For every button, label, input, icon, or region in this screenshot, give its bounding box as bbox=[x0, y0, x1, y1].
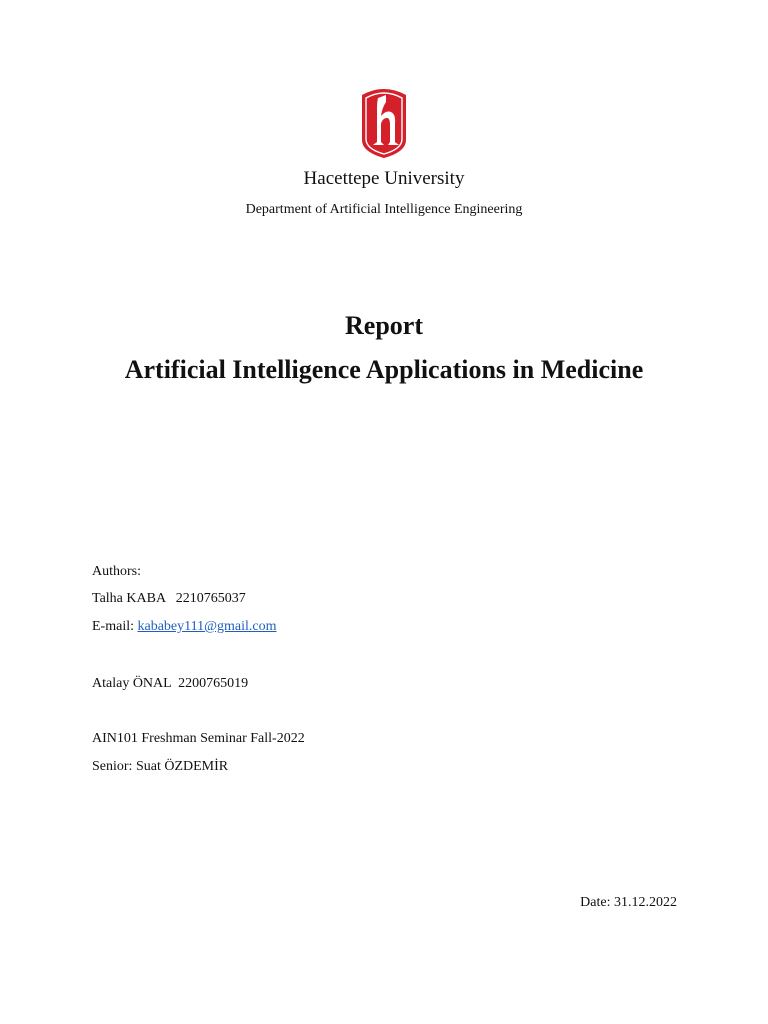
report-label: Report bbox=[345, 311, 423, 340]
senior-line: Senior: Suat ÖZDEMİR bbox=[92, 759, 229, 774]
university-name: Hacettepe University bbox=[303, 168, 465, 189]
author-1-line: Talha KABA 2210765037 bbox=[92, 591, 246, 606]
authors-label: Authors: bbox=[92, 564, 141, 579]
email-line bbox=[92, 619, 276, 635]
hacettepe-university-logo bbox=[358, 86, 410, 158]
department-name: Department of Artificial Intelligence Engineering bbox=[245, 202, 523, 217]
report-title: Artificial Intelligence Applications in Medicine bbox=[124, 355, 644, 384]
email-link[interactable]: kababey111@gmail.com bbox=[137, 619, 277, 634]
course-name: AIN101 Freshman Seminar Fall-2022 bbox=[92, 731, 305, 746]
report-date: Date: 31.12.2022 bbox=[580, 895, 677, 910]
email-label: E-mail: bbox=[92, 619, 138, 634]
author-2-line: Atalay ÖNAL 2200765019 bbox=[92, 676, 249, 691]
